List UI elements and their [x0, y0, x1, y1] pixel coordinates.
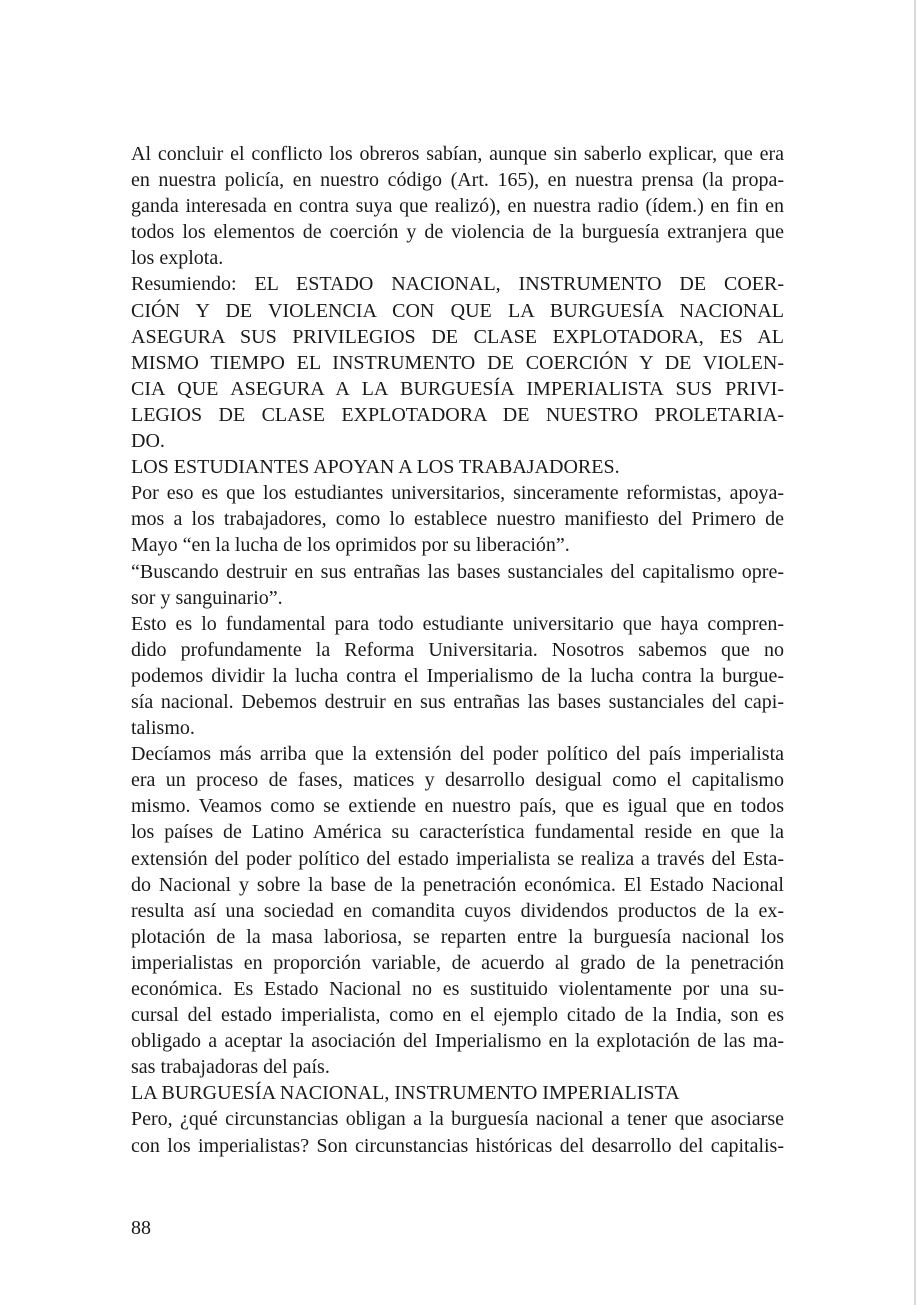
text-line: en nuestra policía, en nuestro código (Art. 165), en nuestra prensa (la propa- [131, 169, 784, 192]
text-line: extensión del poder político del estado imperialista se realiza a través del Esta- [131, 847, 784, 870]
text-line: con los imperialistas? Son circunstancias históricas del desarrollo del capitalis- [131, 1134, 784, 1157]
text-line: obligado a aceptar la asociación del Imperialismo en la explotación de las ma- [131, 1030, 784, 1053]
text-line: económica. Es Estado Nacional no es sustituido violentamente por una su- [131, 978, 784, 1000]
text-line: resulta así una sociedad en comandita cuyos dividendos productos de la ex- [131, 899, 784, 922]
text-line: Por eso es que los estudiantes universitarios, sinceramente reformistas, apoya- [131, 482, 784, 505]
text-line: los países de Latino América su característica fundamental reside en que la [131, 821, 784, 844]
text-line: CIA QUE ASEGURA A LA BURGUESÍA IMPERIALISTA SUS PRIVI- [131, 377, 784, 400]
page-number: 88 [131, 1217, 151, 1239]
text-line: Pero, ¿qué circunstancias obligan a la burguesía nacional a tener que asociarse [131, 1108, 784, 1131]
text-line: todos los elementos de coerción y de violencia de la burguesía extranjera que [131, 221, 784, 244]
text-line: era un proceso de fases, matices y desarrollo desigual como el capitalismo [131, 769, 784, 792]
text-line: CIÓN Y DE VIOLENCIA CON QUE LA BURGUESÍA NACIONAL [131, 299, 784, 322]
text-line: Mayo “en la lucha de los oprimidos por su liberación”. [131, 534, 570, 557]
text-line: sas trabajadoras del país. [131, 1056, 330, 1079]
text-line: ganda interesada en contra suya que realizó), en nuestra radio (ídem.) en fin en [131, 195, 784, 218]
text-line: Esto es lo fundamental para todo estudiante universitario que haya compren- [131, 612, 784, 635]
text-line: los explota. [131, 247, 224, 270]
text-line: sía nacional. Debemos destruir en sus entrañas las bases sustanciales del capi- [131, 690, 784, 713]
text-line: Decíamos más arriba que la extensión del poder político del país imperialista [131, 743, 784, 766]
text-line: “Buscando destruir en sus entrañas las bases sustanciales del capitalismo opre- [131, 560, 784, 583]
text-line: dido profundamente la Reforma Universitaria. Nosotros sabemos que no [131, 638, 784, 661]
text-line: podemos dividir la lucha contra el Imperialismo de la lucha contra la burgue- [131, 664, 784, 687]
text-line: LOS ESTUDIANTES APOYAN A LOS TRABAJADORES. [131, 456, 620, 479]
text-line: Al concluir el conflicto los obreros sabían, aunque sin saberlo explicar, que era [131, 143, 784, 165]
body-text [131, 141, 784, 1159]
text-line: LEGIOS DE CLASE EXPLOTADORA DE NUESTRO PROLETARIA- [131, 403, 784, 426]
text-line: mismo. Veamos como se extiende en nuestro país, que es igual que en todos [131, 795, 784, 818]
text-line: imperialistas en proporción variable, de acuerdo al grado de la penetración [131, 951, 784, 974]
text-line: Resumiendo: EL ESTADO NACIONAL, INSTRUMENTO DE COER- [131, 273, 784, 296]
text-line: DO. [131, 430, 165, 453]
text-line: mos a los trabajadores, como lo establece nuestro manifiesto del Primero de [131, 508, 784, 531]
text-line: LA BURGUESÍA NACIONAL, INSTRUMENTO IMPERIALISTA [131, 1082, 680, 1105]
text-line: talismo. [131, 717, 195, 740]
text-line: sor y sanguinario”. [131, 586, 283, 609]
text-line: MISMO TIEMPO EL INSTRUMENTO DE COERCIÓN Y DE VIOLEN- [131, 351, 784, 374]
text-line: plotación de la masa laboriosa, se reparten entre la burguesía nacional los [131, 925, 784, 948]
text-line: cursal del estado imperialista, como en el ejemplo citado de la India, son es [131, 1004, 784, 1027]
text-line: do Nacional y sobre la base de la penetración económica. El Estado Nacional [131, 873, 784, 896]
text-line: ASEGURA SUS PRIVILEGIOS DE CLASE EXPLOTADORA, ES AL [131, 325, 784, 348]
